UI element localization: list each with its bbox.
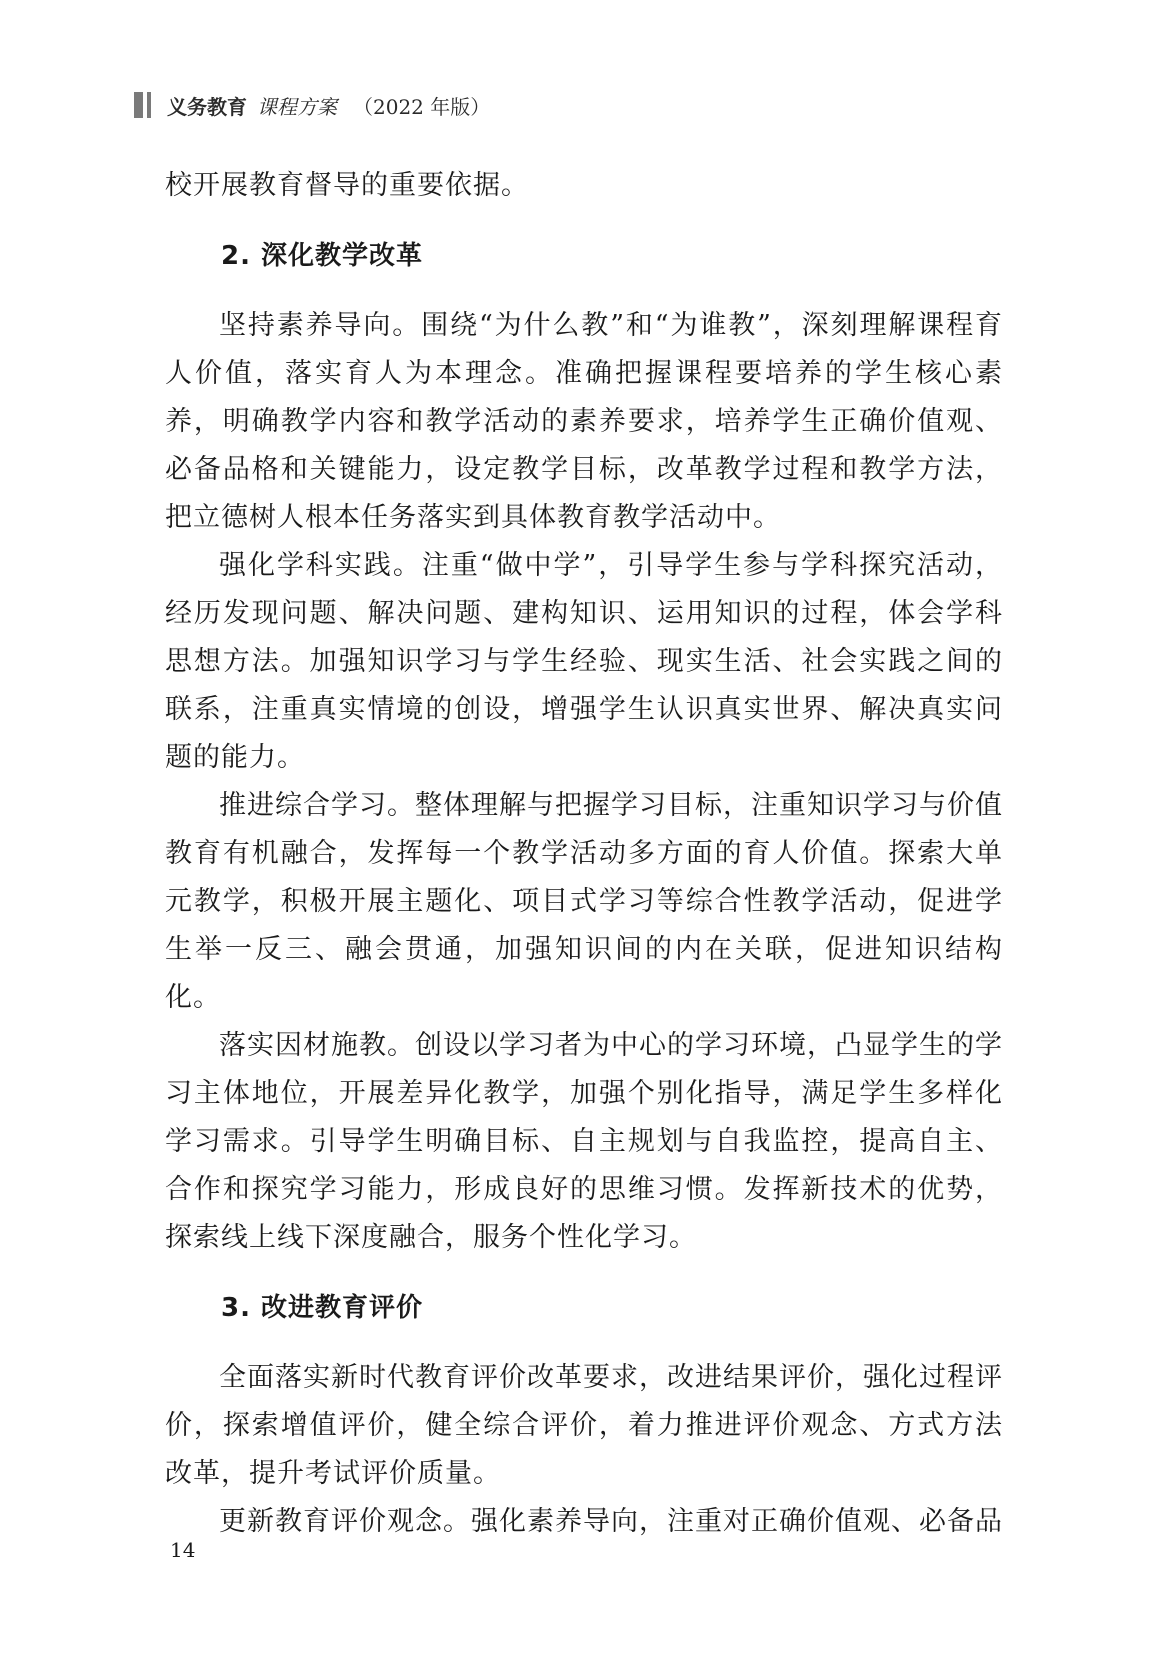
header-edition: （2022 年版） [353,94,491,119]
running-header [134,90,490,120]
page-body [165,162,1003,1546]
header-mark-thin [147,92,151,118]
header-marks [134,92,155,118]
header-subtitle: 课程方案 [257,94,337,119]
paragraph-individualized-teaching: 落实因材施教。创设以学习者为中心的学习环境，凸显学生的学习主体地位，开展差异化教学，加强个别化指导，满足学生多样化学习需求。引导学生明确目标、自主规划与自我监控，提高自主、合作和探究学习能力，形成良好的思维习惯。发挥新技术的优势，探索线上线下深度融合，服务个性化学习。 [165,1030,1003,1253]
paragraph-literacy-orientation: 坚持素养导向。围绕“为什么教”和“为谁教”，深刻理解课程育人价值，落实育人为本理念。准确把握课程要培养的学生核心素养，明确教学内容和教学活动的素养要求，培养学生正确价值观、必备品格和关键能力，设定教学目标，改革教学过程和教学方法，把立德树人根本任务落实到具体教育教学活动中。 [165,310,1003,533]
paragraph-subject-practice: 强化学科实践。注重“做中学”，引导学生参与学科探究活动，经历发现问题、解决问题、建构知识、运用知识的过程，体会学科思想方法。加强知识学习与学生经验、现实生活、社会实践之间的联系，注重真实情境的创设，增强学生认识真实世界、解决真实问题的能力。 [165,550,1003,773]
header-title: 义务教育 [167,94,247,119]
paragraph-evaluation-concept: 更新教育评价观念。强化素养导向，注重对正确价值观、必备品 [219,1506,1003,1537]
section-heading-teaching-reform: 2. 深化教学改革 [221,241,424,271]
paragraph-evaluation-reform: 全面落实新时代教育评价改革要求，改进结果评价，强化过程评价，探索增值评价，健全综合评价，着力推进评价观念、方式方法改革，提升考试评价质量。 [165,1362,1003,1489]
page-number: 14 [170,1538,196,1562]
section-heading-evaluation: 3. 改进教育评价 [221,1293,424,1323]
paragraph-continued: 校开展教育督导的重要依据。 [165,170,529,201]
header-mark-thick [134,92,143,118]
paragraph-integrated-learning: 推进综合学习。整体理解与把握学习目标，注重知识学习与价值教育有机融合，发挥每一个教学活动多方面的育人价值。探索大单元教学，积极开展主题化、项目式学习等综合性教学活动，促进学生举一反三、融会贯通，加强知识间的内在关联，促进知识结构化。 [165,790,1003,1013]
